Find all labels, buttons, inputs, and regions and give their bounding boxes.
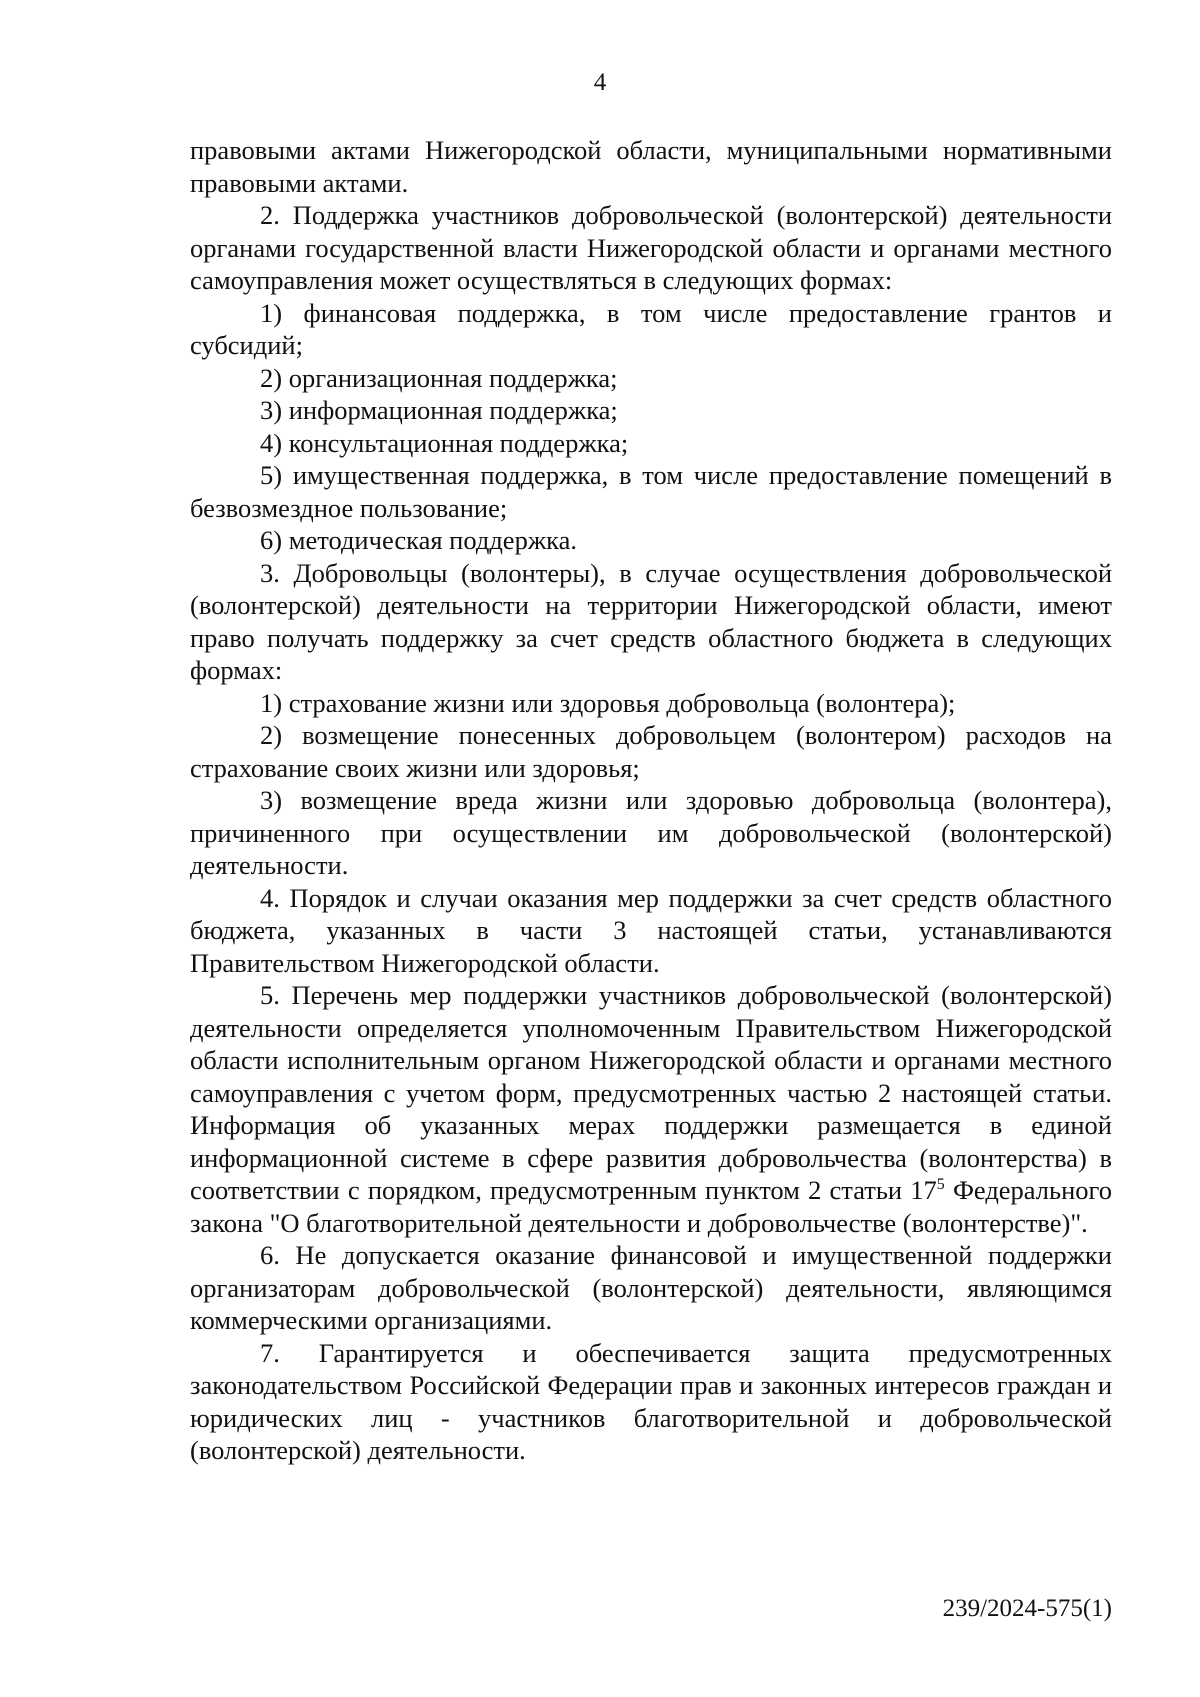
list-item: 3) возмещение вреда жизни или здоровью добровольца (волонтера), причиненного при осуществлении им добровольческой (волонтерской) деятельности. — [190, 785, 1112, 880]
document-body — [190, 134, 1112, 1467]
paragraph: 4. Порядок и случаи оказания мер поддержки за счет средств областного бюджета, указанных в части 3 настоящей статьи, устанавливаются Правительством Нижегородской области. — [190, 882, 1112, 978]
paragraph: 7. Гарантируется и обеспечивается защита предусмотренных законодательством Российской Федерации прав и законных интересов граждан и юридических лиц - участников благотворительной и добровольческой (волонтерской) деятельности. — [190, 1337, 1112, 1465]
list-item: 2) организационная поддержка; — [260, 362, 618, 393]
paragraph-5-tail: Федерального закона "О благотворительной деятельности и добровольчестве (волонтерстве)". — [190, 1175, 1113, 1238]
paragraph: правовыми актами Нижегородской области, муниципальными нормативными правовыми актами. — [190, 135, 1112, 198]
article-superscript: 5 — [936, 1176, 945, 1194]
document-code: 239/2024-575(1) — [942, 1595, 1112, 1622]
paragraph: 2. Поддержка участников добровольческой (волонтерской) деятельности органами государственной власти Нижегородской области и органами местного самоуправления может осуществляться в следующих формах: — [190, 200, 1112, 295]
list-item: 1) финансовая поддержка, в том числе предоставление грантов и субсидий; — [190, 297, 1112, 360]
list-item: 2) возмещение понесенных добровольцем (волонтером) расходов на страхование своих жизни или здоровья; — [190, 720, 1112, 783]
list-item: 3) информационная поддержка; — [260, 395, 618, 425]
list-item: 5) имущественная поддержка, в том числе предоставление помещений в безвозмездное пользование; — [190, 460, 1112, 523]
paragraph: 6. Не допускается оказание финансовой и имущественной поддержки организаторам добровольческой (волонтерской) деятельности, являющимся коммерческими организациями. — [190, 1240, 1112, 1335]
list-item: 1) страхование жизни или здоровья добровольца (волонтера); — [260, 687, 956, 718]
paragraph: 3. Добровольцы (волонтеры), в случае осуществления добровольческой (волонтерской) деятельности на территории Нижегородской области, имеют право получать поддержку за счет средств областного бюджета в следующих формах: — [190, 557, 1112, 685]
list-item: 4) консультационная поддержка; — [260, 427, 629, 458]
paragraph-5-text: 5. Перечень мер поддержки участников добровольческой (волонтерской) деятельности определяется уполномоченным Правительством Нижегородской области исполнительным органом Нижегородской области и органами местного самоуправления с учетом форм, предусмотренных частью 2 настоящей статьи. Информация об указанных мерах поддержки размещается в единой информационной системе в сфере развития добровольчества (волонтерства) в соответствии с порядком, предусмотренным пунктом 2 статьи 17 — [190, 980, 1112, 1205]
page-number: 4 — [593, 69, 607, 96]
list-item: 6) методическая поддержка. — [260, 525, 577, 555]
paragraph-5 — [190, 979, 1112, 1239]
